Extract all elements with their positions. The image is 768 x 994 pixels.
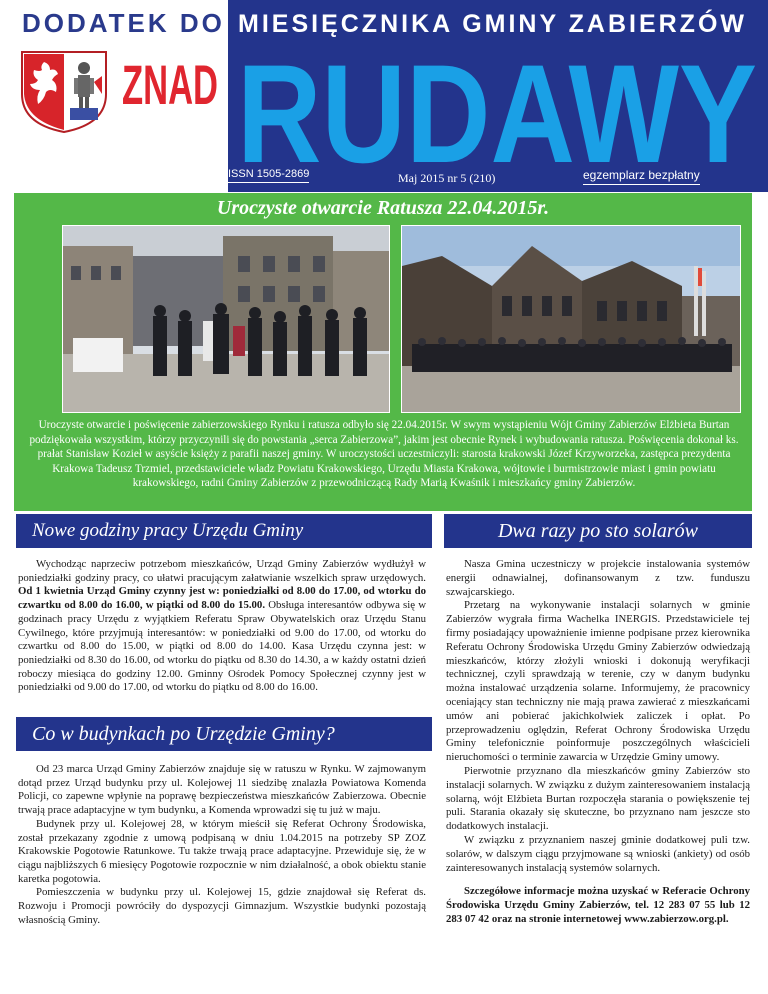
hours-text-end: Obsługa interesantów odbywa się w godzinach pracy Urzędu z wyjątkiem Referatu Spraw Obywatelskich oraz Urzędu Stanu Cywilnego, które przyjmują interesantów: w poniedziałki od 9.00 do 17.00, od wtorku do czwartku od 8.00 do 15.00, w piątki od 8.00 do 14.00. Kasa Urzędu czynna jest: w poniedziałki od 8.30 do 16.00, od wtorku do piątku od 8.30 do 14.30, a w każdy ostatni dzień roboczy miesiąca do godziny 12.00. Gminny Ośrodek Pomocy Społecznej czynny jest w poniedziałki od 9.00 do 17.00, od wtorku do piątku od 8.00 do 16.00.: [18, 599, 427, 694]
solar-paragraph-1: Nasza Gmina uczestniczy w projekcie instalowania systemów energii odnawialnej, dofinansowanym z tzw. funduszu szwajcarskiego.: [446, 558, 750, 598]
buildings-paragraph-3: Pomieszczenia w budynku przy ul. Kolejowej 15, gdzie znajdował się Referat ds. Rozwoju i Promocji powróciły do dyspozycji Gimnazjum. Wszystkie budynki pozostają własnością Gminy.: [18, 886, 426, 926]
feature-title: Uroczyste otwarcie Ratusza 22.04.2015r.: [216, 197, 550, 219]
buildings-article: [16, 763, 432, 927]
right-column: [444, 514, 752, 927]
hours-article: [16, 558, 432, 695]
crowd-photo: [401, 225, 741, 413]
feature-caption: Uroczyste otwarcie i poświęcenie zabierzowskiego Rynku i ratusza odbyło się 22.04.2015r. W swym wystąpieniu Wójt Gminy Zabierzów Elżbieta Burtan podziękowała wszystkim, którzy przyczynili się do powstania „serca Zabierzowa”, jakim jest obecnie Rynek i wybudowania ratusza. Poświęcenia dokonał ks. prałat Stanisław Kozieł w asyście księży z parafii naszej gminy. W uroczystości uczestniczyli: starosta krakowski Józef Krzyworzeka, zastępca prezydenta Krakowa Tadeusz Trzmiel, przedstawiciele władz Powiatu Krakowskiego, Urzędu Miasta Krakowa, wójtowie i burmistrzowie miast i gmin powiatu krakowskiego, radni Gminy Zabierzów z przewodniczącą Rady Marią Kwaśnik i mieszkańcy gminy Zabierzów.: [29, 419, 739, 490]
monthly-title: MIESIĘCZNIKA GMINY ZABIERZÓW: [238, 10, 747, 38]
buildings-heading: Co w budynkach po Urzędzie Gminy?: [16, 717, 432, 751]
supplement-label: DODATEK DO: [22, 8, 225, 38]
hours-heading: Nowe godziny pracy Urzędu Gminy: [16, 514, 432, 548]
free-copy-label: egzemplarz bezpłatny: [583, 168, 700, 185]
solar-paragraph-3: Pierwotnie przyznano dla mieszkańców gminy Zabierzów sto instalacji solarnych. W związku z dużym zainteresowaniem instalacją solarną, wójt Elżbieta Burtan rozpoczęła starania o powiększenie tej puli. Starania okazały się skuteczne, bo przyznano nam jeszcze sto dodatkowych instalacji.: [446, 764, 750, 833]
hours-text-bold: Od 1 kwietnia Urząd Gminy czynny jest w: poniedziałki od 8.00 do 17.00, od wtorku do czwartku od 8.00 do 16.00, w piątki od 8.00 do 15.00.: [18, 585, 426, 612]
coat-of-arms-icon: [18, 48, 110, 134]
issue-number: Maj 2015 nr 5 (210): [398, 171, 496, 185]
ceremony-photo: [62, 225, 390, 413]
solar-paragraph-2: Przetarg na wykonywanie instalacji solarnych w gminie Zabierzów wygrała firma Wachelka INERGIS. Przedstawiciele tej firmy posiadający upoważnienie imienne podpisane przez kierownika Referatu Ochrony Środowiska Urzędu Gminy Zabierzów odwiedzają mieszkańców, którzy złożyli wnioski i dokonują weryfikacji technicznej, czyli sprawdzają w terenie, czy w danym budynku można instalować urządzenia solarne. Informujemy, że pracownicy oceniający stan techniczny nie mają prawa zawierać z mieszkańcami umów ani pobierać jakichkolwiek zaliczek i opłat. Po przeprowadzeniu oględzin, Referat Ochrony Środowiska Urzędu Gminy telefonicznie poinformuje poszczególnych właścicieli nieruchomości o terminie zawarcia w Urzędzie Gminy umowy.: [446, 599, 750, 764]
buildings-paragraph-2: Budynek przy ul. Kolejowej 28, w którym mieścił się Referat Ochrony Środowiska, został przekazany zgodnie z umową podpisaną w dniu 1.04.2015 na potrzeby SP ZOZ Krakowskie Pogotowie Ratunkowe. Tu także trwają prace adaptacyjne. Przewiduje się, że w ciągu najbliższych 6 miesięcy Pogotowie rozpocznie w nim działalność, a obok obiektu stanie karetka pogotowia.: [18, 817, 426, 885]
znad-logo: [120, 46, 220, 116]
solar-contact-info: Szczegółowe informacje można uzyskać w Referacie Ochrony Środowiska Urzędu Gminy Zabierzów, tel. 12 283 07 55 lub 12 283 07 42 oraz na stronie internetowej www.zabierzow.org.pl.: [446, 885, 750, 925]
svg-text:RUDAWY: RUDAWY: [237, 35, 757, 192]
buildings-paragraph-1: Od 23 marca Urząd Gminy Zabierzów znajduje się w ratuszu w Rynku. W zajmowanym dotąd przez Urząd budynku przy ul. Kolejowej 11 siedzibę znalazła Powiatowa Komenda Policji, co zapewne wpłynie na poprawę bezpieczeństwa mieszkańców Zabierzowa. Obecnie trwają prace adaptacyjne w tym budynku, a Komenda wprowadzi się tu już w maju.: [18, 763, 426, 817]
hours-paragraph: [18, 558, 426, 695]
hours-text-start: Wychodząc naprzeciw potrzebom mieszkańców, Urząd Gminy Zabierzów wydłużył w poniedziałki godziny pracy, co ułatwi pracującym załatwianie wszelkich spraw urzędowych.: [18, 558, 426, 584]
masthead: [0, 0, 768, 192]
left-column: [16, 514, 432, 927]
issn-number: ISSN 1505-2869: [228, 168, 309, 183]
solar-article: [444, 558, 752, 927]
solar-paragraph-4: W związku z przyznaniem naszej gminie dodatkowej puli tzw. solarów, w dalszym ciągu przyjmowane są wnioski (ankiety) od osób zainteresowanych instalacją systemów solarnych.: [446, 833, 750, 874]
svg-text:ZNAD: ZNAD: [122, 53, 218, 116]
solar-heading: Dwa razy po sto solarów: [444, 514, 752, 548]
